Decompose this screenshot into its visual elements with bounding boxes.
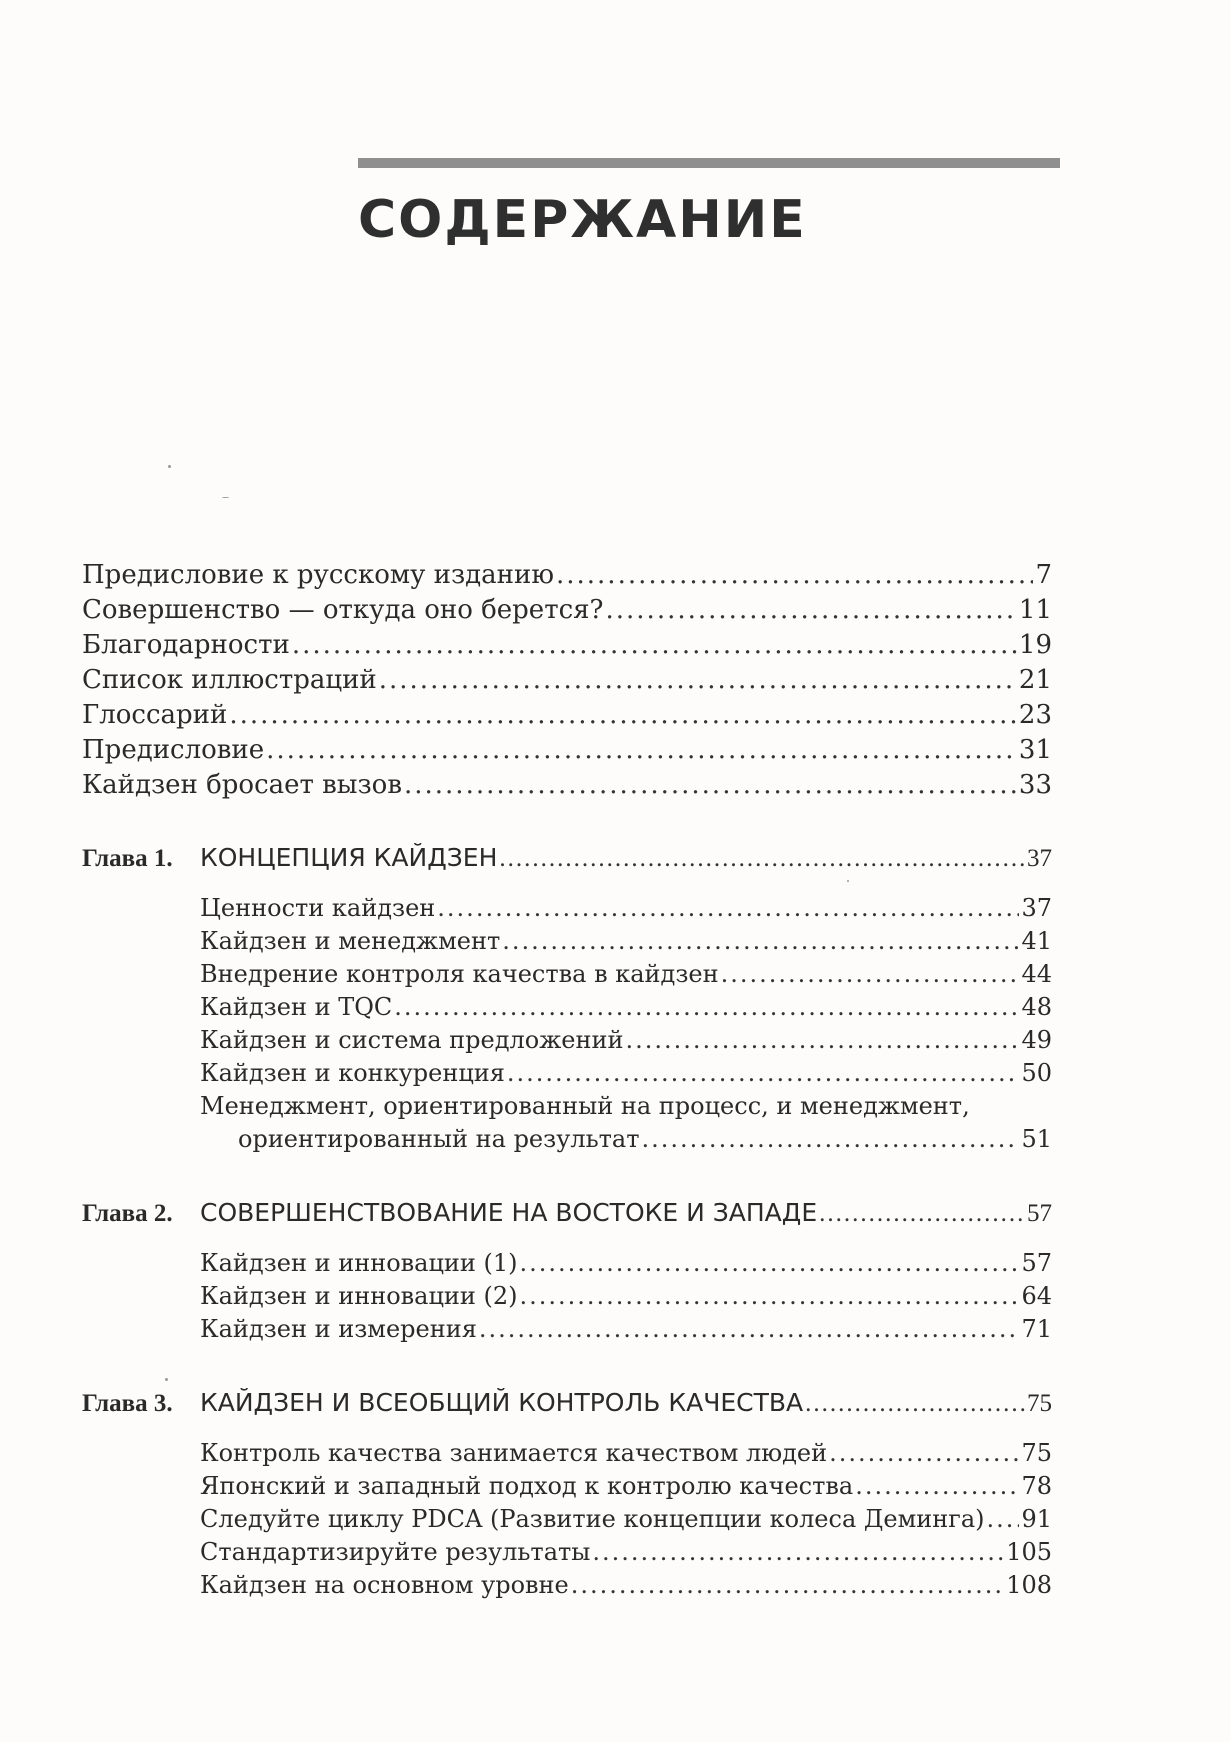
chapter-page: 75 bbox=[1027, 1390, 1052, 1417]
leader-dots bbox=[625, 1026, 1019, 1054]
toc-entry[interactable] bbox=[82, 630, 1052, 660]
chapter-number: Глава 1. bbox=[82, 845, 173, 872]
toc-section[interactable] bbox=[200, 894, 1052, 922]
leader-dots bbox=[520, 1249, 1020, 1277]
toc-section[interactable] bbox=[200, 1282, 1052, 1310]
leader-dots bbox=[987, 1505, 1020, 1533]
section-title: Ценности кайдзен bbox=[200, 894, 436, 922]
leader-dots bbox=[394, 993, 1019, 1021]
section-page: 64 bbox=[1021, 1282, 1052, 1310]
toc-entry[interactable] bbox=[82, 735, 1052, 765]
section-page: 49 bbox=[1021, 1026, 1052, 1054]
toc-section[interactable] bbox=[200, 1439, 1052, 1467]
chapter-title: СОВЕРШЕНСТВОВАНИЕ НА ВОСТОКЕ И ЗАПАДЕ bbox=[200, 1198, 818, 1227]
section-page: 48 bbox=[1021, 993, 1052, 1021]
toc-entry-page: 33 bbox=[1018, 770, 1052, 800]
leader-dots bbox=[229, 700, 1017, 730]
chapter-number: Глава 2. bbox=[82, 1200, 173, 1227]
chapter-heading[interactable] bbox=[82, 1198, 1052, 1228]
toc-entry-page: 19 bbox=[1018, 630, 1052, 660]
section-page: 108 bbox=[1006, 1571, 1052, 1599]
section-page: 37 bbox=[1021, 894, 1052, 922]
chapter-heading[interactable] bbox=[82, 1388, 1052, 1418]
toc-entry-title: Совершенство — откуда оно берется? bbox=[82, 595, 604, 625]
section-page: 78 bbox=[1021, 1472, 1052, 1500]
scan-speck bbox=[165, 1378, 168, 1381]
toc-section[interactable] bbox=[200, 1315, 1052, 1343]
chapter-page: 57 bbox=[1027, 1200, 1052, 1227]
section-page: 91 bbox=[1021, 1505, 1052, 1533]
header-rule bbox=[358, 158, 1060, 168]
leader-dots bbox=[592, 1538, 1004, 1566]
leader-dots bbox=[819, 1200, 1025, 1228]
chapter-number: Глава 3. bbox=[82, 1390, 173, 1417]
toc-section[interactable] bbox=[200, 1059, 1052, 1087]
toc-entry-page: 21 bbox=[1018, 665, 1052, 695]
leader-dots bbox=[499, 845, 1025, 873]
section-title: Следуйте циклу PDCA (Развитие концепции колеса Деминга) bbox=[200, 1505, 985, 1533]
toc-section[interactable] bbox=[200, 1472, 1052, 1500]
leader-dots bbox=[571, 1571, 1004, 1599]
leader-dots bbox=[855, 1472, 1019, 1500]
toc-section[interactable] bbox=[200, 1249, 1052, 1277]
leader-dots bbox=[642, 1125, 1020, 1153]
section-title: Кайдзен и инновации (1) bbox=[200, 1249, 518, 1277]
section-page: 71 bbox=[1021, 1315, 1052, 1343]
toc-entry-title: Предисловие к русскому изданию bbox=[82, 560, 554, 590]
section-title: Кайдзен и TQC bbox=[200, 993, 393, 1021]
chapter-heading[interactable] bbox=[82, 843, 1052, 873]
toc-section[interactable] bbox=[200, 1571, 1052, 1599]
section-title: Кайдзен на основном уровне bbox=[200, 1571, 569, 1599]
section-title: Кайдзен и менеджмент bbox=[200, 927, 501, 955]
toc-entry[interactable] bbox=[82, 700, 1052, 730]
section-page: 41 bbox=[1021, 927, 1052, 955]
leader-dots bbox=[556, 560, 1033, 590]
toc-entry-page: 7 bbox=[1035, 560, 1052, 590]
page-title: СОДЕРЖАНИЕ bbox=[358, 190, 807, 250]
section-page: 105 bbox=[1006, 1538, 1052, 1566]
toc-section[interactable] bbox=[200, 1538, 1052, 1566]
section-title: Кайдзен и система предложений bbox=[200, 1026, 624, 1054]
section-page: 44 bbox=[1021, 960, 1052, 988]
section-title: Кайдзен и измерения bbox=[200, 1315, 477, 1343]
section-title-line1[interactable]: Менеджмент, ориентированный на процесс, и менеджмент, bbox=[200, 1092, 970, 1120]
toc-entry-title: Кайдзен бросает вызов bbox=[82, 770, 402, 800]
section-page: 57 bbox=[1021, 1249, 1052, 1277]
chapter-title: КАЙДЗЕН И ВСЕОБЩИЙ КОНТРОЛЬ КАЧЕСТВА bbox=[200, 1388, 804, 1417]
section-title-line2: ориентированный на результат bbox=[238, 1125, 640, 1153]
toc-entry-title: Список иллюстраций bbox=[82, 665, 377, 695]
leader-dots bbox=[292, 630, 1017, 660]
toc-entry[interactable] bbox=[82, 560, 1052, 590]
toc-section[interactable] bbox=[200, 927, 1052, 955]
toc-entry-page: 11 bbox=[1018, 595, 1052, 625]
toc-section[interactable] bbox=[200, 1505, 1052, 1533]
leader-dots bbox=[502, 927, 1019, 955]
scan-speck bbox=[168, 465, 171, 468]
toc-entry[interactable] bbox=[82, 665, 1052, 695]
leader-dots bbox=[437, 894, 1019, 922]
section-page: 50 bbox=[1021, 1059, 1052, 1087]
toc-entry[interactable] bbox=[82, 770, 1052, 800]
toc-section[interactable] bbox=[238, 1125, 1052, 1153]
leader-dots bbox=[479, 1315, 1020, 1343]
section-page: 51 bbox=[1021, 1125, 1052, 1153]
leader-dots bbox=[507, 1059, 1020, 1087]
toc-entry-title: Благодарности bbox=[82, 630, 290, 660]
section-title: Внедрение контроля качества в кайдзен bbox=[200, 960, 719, 988]
scan-speck bbox=[222, 497, 229, 498]
section-title: Стандартизируйте результаты bbox=[200, 1538, 591, 1566]
toc-entry-page: 31 bbox=[1018, 735, 1052, 765]
leader-dots bbox=[721, 960, 1020, 988]
chapter-page: 37 bbox=[1027, 845, 1052, 872]
toc-section[interactable] bbox=[200, 960, 1052, 988]
toc-entry-title: Глоссарий bbox=[82, 700, 228, 730]
leader-dots bbox=[379, 665, 1017, 695]
chapter-title: КОНЦЕПЦИЯ КАЙДЗЕН bbox=[200, 843, 498, 872]
scan-speck bbox=[847, 880, 849, 882]
section-title: Японский и западный подход к контролю качества bbox=[200, 1472, 854, 1500]
toc-entry[interactable] bbox=[82, 595, 1052, 625]
leader-dots bbox=[404, 770, 1017, 800]
leader-dots bbox=[805, 1390, 1025, 1418]
section-page: 75 bbox=[1021, 1439, 1052, 1467]
toc-entry-page: 23 bbox=[1018, 700, 1052, 730]
leader-dots bbox=[606, 595, 1017, 625]
section-title: Контроль качества занимается качеством людей bbox=[200, 1439, 828, 1467]
section-title: Кайдзен и конкуренция bbox=[200, 1059, 505, 1087]
leader-dots bbox=[520, 1282, 1020, 1310]
toc-section[interactable] bbox=[200, 1026, 1052, 1054]
section-title: Кайдзен и инновации (2) bbox=[200, 1282, 518, 1310]
toc-section[interactable] bbox=[200, 993, 1052, 1021]
leader-dots bbox=[266, 735, 1017, 765]
leader-dots bbox=[829, 1439, 1019, 1467]
toc-entry-title: Предисловие bbox=[82, 735, 265, 765]
